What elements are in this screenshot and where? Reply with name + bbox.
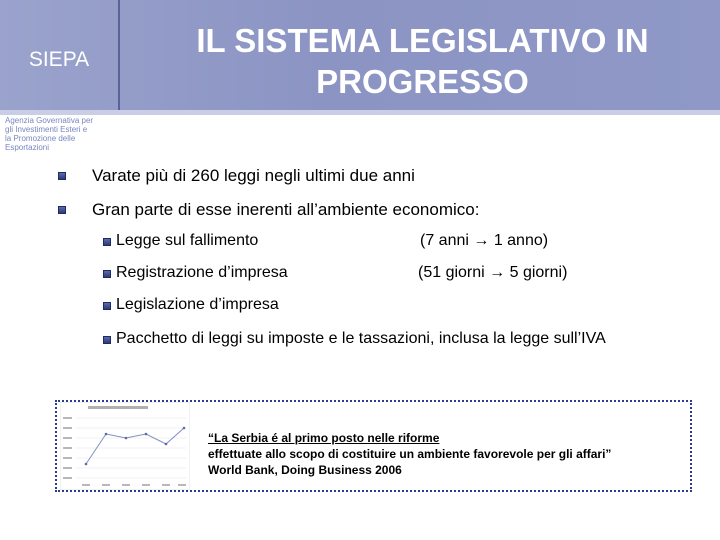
square-bullet-icon: [103, 336, 111, 344]
sub-bullet-text: Registrazione d’impresa: [116, 264, 288, 281]
sub-bullet-detail: (7 anni → 1 anno): [420, 232, 549, 249]
agency-line: la Promozione delle: [5, 134, 76, 143]
header-divider: [118, 0, 120, 110]
sub-bullet-detail: (51 giorni → 5 giorni): [418, 264, 568, 281]
quote-text: [208, 430, 688, 478]
agency-line: Esportazioni: [5, 143, 50, 152]
quote-line: “La Serbia é al primo posto nelle riforme: [208, 431, 440, 445]
square-bullet-icon: [103, 238, 111, 246]
header-bottom-band: [0, 110, 720, 115]
quote-line: effettuate allo scopo di costituire un ambiente favorevole per gli affari”: [208, 447, 612, 461]
chart-thumbnail-image: [60, 402, 190, 490]
sub-bullet-text: Legislazione d’impresa: [116, 296, 279, 313]
org-name: SIEPA: [28, 48, 90, 71]
quote-source: World Bank, Doing Business 2006: [208, 463, 402, 477]
title-line-2: PROGRESSO: [316, 63, 529, 100]
square-bullet-icon: [103, 270, 111, 278]
bullet-text: Varate più di 260 leggi negli ultimi due anni: [92, 166, 415, 185]
square-bullet-icon: [58, 206, 66, 214]
title-line-1: IL SISTEMA LEGISLATIVO IN: [196, 22, 649, 59]
page-title: [130, 20, 715, 102]
square-bullet-icon: [58, 172, 66, 180]
agency-line: Agenzia Governativa per: [5, 116, 94, 125]
bullet-text: Gran parte di esse inerenti all’ambiente economico:: [92, 200, 480, 219]
agency-line: gli Investimenti Esteri e: [5, 125, 88, 134]
square-bullet-icon: [103, 302, 111, 310]
agency-description: [5, 116, 115, 152]
sub-bullet-text: Pacchetto di leggi su imposte e le tassazioni, inclusa la legge sull’IVA: [116, 330, 606, 347]
sub-bullet-text: Legge sul fallimento: [116, 232, 259, 249]
